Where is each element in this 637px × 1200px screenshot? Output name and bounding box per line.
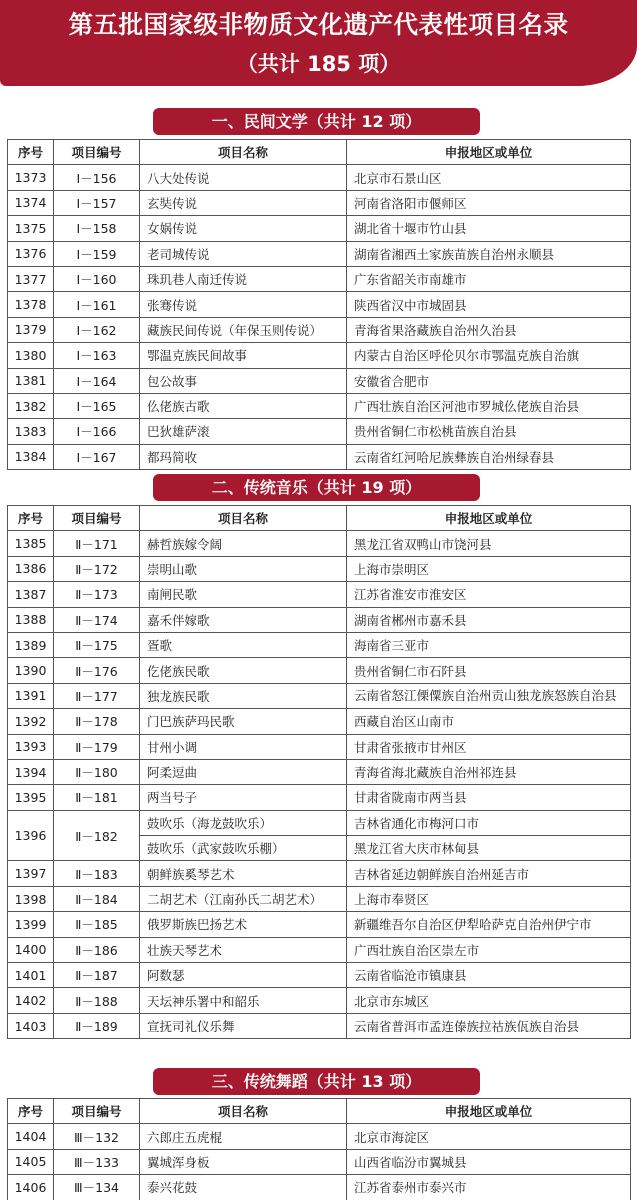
cell-seq: 1401 [8,963,54,988]
table-row [8,607,631,632]
cell-region: 青海省海北藏族自治州祁连县 [347,759,631,784]
cell-code: Ⅱ－174 [54,607,140,632]
cell-region: 黑龙江省大庆市林甸县 [347,836,631,861]
cell-region: 云南省临沧市镇康县 [347,963,631,988]
cell-name: 俄罗斯族巴扬艺术 [140,912,347,937]
cell-name: 阿数瑟 [140,963,347,988]
cell-code: Ⅱ－183 [54,861,140,886]
cell-name: 仫佬族古歌 [140,393,347,418]
cell-seq: 1398 [8,886,54,911]
table-row [8,190,631,215]
page-title: 第五批国家级非物质文化遗产代表性项目名录 [68,10,569,39]
cell-name: 翼城浑身板 [140,1149,347,1174]
cell-code: Ⅱ－173 [54,582,140,607]
cell-name: 宣抚司礼仪乐舞 [140,1013,347,1038]
cell-code: Ⅰ－165 [54,393,140,418]
cell-code: Ⅱ－175 [54,632,140,657]
cell-name: 天坛神乐署中和韶乐 [140,988,347,1013]
cell-seq: 1383 [8,419,54,444]
cell-code: Ⅲ－133 [54,1149,140,1174]
cell-seq: 1394 [8,759,54,784]
cell-region: 河南省洛阳市偃师区 [347,190,631,215]
column-header-code: 项目编号 [54,506,140,531]
cell-name: 崇明山歌 [140,556,347,581]
cell-region: 贵州省铜仁市松桃苗族自治县 [347,419,631,444]
cell-name: 泰兴花鼓 [140,1175,347,1200]
table-row [8,531,631,556]
cell-region: 上海市崇明区 [347,556,631,581]
cell-seq: 1377 [8,266,54,291]
cell-region: 甘肃省张掖市甘州区 [347,734,631,759]
table-row [8,1149,631,1174]
cell-name: 女娲传说 [140,216,347,241]
cell-name: 仡佬族民歌 [140,658,347,683]
table-row [8,912,631,937]
cell-region: 北京市海淀区 [347,1124,631,1149]
page-subtitle: （共计 185 项） [236,52,401,76]
table-row [8,292,631,317]
cell-code: Ⅱ－181 [54,785,140,810]
table-row [8,368,631,393]
table-row [8,393,631,418]
cell-code: Ⅱ－189 [54,1013,140,1038]
table-row [8,582,631,607]
cell-name: 鼓吹乐（海龙鼓吹乐） [140,810,347,835]
table-body [8,165,631,470]
cell-code: Ⅲ－132 [54,1124,140,1149]
table-row [8,759,631,784]
cell-region: 湖南省湘西土家族苗族自治州永顺县 [347,241,631,266]
cell-code: Ⅰ－159 [54,241,140,266]
cell-name: 巴狄雄萨滚 [140,419,347,444]
cell-code: Ⅱ－172 [54,556,140,581]
cell-code: Ⅱ－182 [54,810,140,861]
table-row [8,1124,631,1149]
section-title-folk-literature: 一、民间文学（共计 12 项） [153,108,480,135]
table-row [8,683,631,708]
cell-region: 广东省韶关市南雄市 [347,266,631,291]
cell-region: 湖北省十堰市竹山县 [347,216,631,241]
section-title-traditional-dance: 三、传统舞蹈（共计 13 项） [153,1068,480,1095]
cell-name: 鼓吹乐（武家鼓吹乐棚） [140,836,347,861]
cell-seq: 1387 [8,582,54,607]
cell-code: Ⅱ－185 [54,912,140,937]
cell-name: 藏族民间传说（年保玉则传说） [140,317,347,342]
cell-name: 南闸民歌 [140,582,347,607]
table-row [8,343,631,368]
cell-region: 广西壮族自治区河池市罗城仫佬族自治县 [347,393,631,418]
cell-seq: 1390 [8,658,54,683]
table-traditional-music [7,505,631,1039]
cell-name: 包公故事 [140,368,347,393]
cell-seq: 1374 [8,190,54,215]
cell-code: Ⅰ－160 [54,266,140,291]
cell-name: 老司城传说 [140,241,347,266]
cell-region: 吉林省延边朝鲜族自治州延吉市 [347,861,631,886]
cell-region: 陕西省汉中市城固县 [347,292,631,317]
table-traditional-dance [7,1098,631,1200]
cell-seq: 1375 [8,216,54,241]
cell-name: 壮族天琴艺术 [140,937,347,962]
table-row [8,1013,631,1038]
column-header-region: 申报地区或单位 [347,1099,631,1124]
cell-name: 甘州小调 [140,734,347,759]
cell-seq: 1384 [8,444,54,469]
cell-seq: 1376 [8,241,54,266]
table-row [8,556,631,581]
table-row [8,709,631,734]
cell-name: 朝鲜族奚琴艺术 [140,861,347,886]
cell-region: 新疆维吾尔自治区伊犁哈萨克自治州伊宁市 [347,912,631,937]
cell-seq: 1380 [8,343,54,368]
cell-seq: 1389 [8,632,54,657]
table-row [8,886,631,911]
column-header-region: 申报地区或单位 [347,506,631,531]
cell-region: 江苏省淮安市淮安区 [347,582,631,607]
table-row [8,317,631,342]
cell-region: 广西壮族自治区崇左市 [347,937,631,962]
table-header-row [8,1099,631,1124]
cell-code: Ⅰ－163 [54,343,140,368]
column-header-seq: 序号 [8,1099,54,1124]
cell-name: 玄奘传说 [140,190,347,215]
cell-seq: 1385 [8,531,54,556]
cell-region: 吉林省通化市梅河口市 [347,810,631,835]
cell-name: 门巴族萨玛民歌 [140,709,347,734]
cell-seq: 1400 [8,937,54,962]
cell-region: 山西省临汾市翼城县 [347,1149,631,1174]
cell-region: 海南省三亚市 [347,632,631,657]
column-header-seq: 序号 [8,140,54,165]
cell-region: 贵州省铜仁市石阡县 [347,658,631,683]
cell-seq: 1378 [8,292,54,317]
cell-seq: 1379 [8,317,54,342]
cell-code: Ⅱ－171 [54,531,140,556]
cell-seq: 1399 [8,912,54,937]
cell-seq: 1388 [8,607,54,632]
table-row [8,861,631,886]
table-row [8,165,631,190]
cell-name: 两当号子 [140,785,347,810]
table-row [8,734,631,759]
cell-name: 疍歌 [140,632,347,657]
cell-region: 北京市东城区 [347,988,631,1013]
cell-code: Ⅱ－178 [54,709,140,734]
cell-region: 江苏省泰州市泰兴市 [347,1175,631,1200]
column-header-code: 项目编号 [54,1099,140,1124]
cell-region: 西藏自治区山南市 [347,709,631,734]
table-row [8,1175,631,1200]
cell-name: 张骞传说 [140,292,347,317]
cell-name: 八大处传说 [140,165,347,190]
cell-code: Ⅱ－187 [54,963,140,988]
cell-region: 湖南省郴州市嘉禾县 [347,607,631,632]
table-row [8,444,631,469]
cell-seq: 1373 [8,165,54,190]
table-row [8,810,631,835]
cell-code: Ⅰ－167 [54,444,140,469]
cell-region: 上海市奉贤区 [347,886,631,911]
table-row [8,632,631,657]
cell-code: Ⅰ－156 [54,165,140,190]
cell-code: Ⅱ－176 [54,658,140,683]
cell-code: Ⅰ－164 [54,368,140,393]
table-row [8,419,631,444]
cell-seq: 1392 [8,709,54,734]
cell-seq: 1382 [8,393,54,418]
cell-region: 云南省怒江傈僳族自治州贡山独龙族怒族自治县 [347,683,631,708]
cell-seq: 1406 [8,1175,54,1200]
table-row [8,266,631,291]
cell-code: Ⅱ－179 [54,734,140,759]
cell-seq: 1403 [8,1013,54,1038]
cell-code: Ⅰ－166 [54,419,140,444]
cell-seq: 1386 [8,556,54,581]
cell-name: 赫哲族嫁令阔 [140,531,347,556]
section-title-traditional-music: 二、传统音乐（共计 19 项） [153,474,480,501]
cell-code: Ⅰ－162 [54,317,140,342]
table-row [8,241,631,266]
cell-region: 内蒙古自治区呼伦贝尔市鄂温克族自治旗 [347,343,631,368]
cell-region: 黑龙江省双鸭山市饶河县 [347,531,631,556]
cell-name: 二胡艺术（江南孙氏二胡艺术） [140,886,347,911]
table-header-row [8,506,631,531]
table-row [8,937,631,962]
cell-code: Ⅱ－188 [54,988,140,1013]
table-row [8,963,631,988]
column-header-region: 申报地区或单位 [347,140,631,165]
cell-name: 阿柔逗曲 [140,759,347,784]
cell-code: Ⅰ－157 [54,190,140,215]
cell-name: 鄂温克族民间故事 [140,343,347,368]
cell-seq: 1402 [8,988,54,1013]
table-header-row [8,140,631,165]
table-row [8,988,631,1013]
cell-name: 六郎庄五虎棍 [140,1124,347,1149]
cell-region: 甘肃省陇南市两当县 [347,785,631,810]
cell-region: 云南省普洱市孟连傣族拉祜族佤族自治县 [347,1013,631,1038]
cell-seq: 1404 [8,1124,54,1149]
cell-region: 北京市石景山区 [347,165,631,190]
table-body [8,1124,631,1200]
column-header-code: 项目编号 [54,140,140,165]
column-header-name: 项目名称 [140,140,347,165]
cell-seq: 1381 [8,368,54,393]
table-row [8,216,631,241]
cell-seq: 1393 [8,734,54,759]
cell-seq: 1395 [8,785,54,810]
table-body [8,531,631,1039]
cell-region: 青海省果洛藏族自治州久治县 [347,317,631,342]
title-banner [0,0,637,86]
cell-code: Ⅰ－158 [54,216,140,241]
cell-code: Ⅱ－177 [54,683,140,708]
column-header-seq: 序号 [8,506,54,531]
cell-code: Ⅰ－161 [54,292,140,317]
cell-name: 独龙族民歌 [140,683,347,708]
cell-region: 安徽省合肥市 [347,368,631,393]
column-header-name: 项目名称 [140,506,347,531]
cell-code: Ⅱ－180 [54,759,140,784]
table-folk-literature [7,139,631,470]
column-header-name: 项目名称 [140,1099,347,1124]
cell-seq: 1391 [8,683,54,708]
cell-name: 珠玑巷人南迁传说 [140,266,347,291]
cell-seq: 1397 [8,861,54,886]
table-row [8,785,631,810]
cell-seq: 1405 [8,1149,54,1174]
cell-name: 嘉禾伴嫁歌 [140,607,347,632]
cell-name: 都玛简收 [140,444,347,469]
cell-code: Ⅲ－134 [54,1175,140,1200]
cell-seq: 1396 [8,810,54,861]
cell-code: Ⅱ－184 [54,886,140,911]
cell-region: 云南省红河哈尼族彝族自治州绿春县 [347,444,631,469]
cell-code: Ⅱ－186 [54,937,140,962]
table-row [8,658,631,683]
